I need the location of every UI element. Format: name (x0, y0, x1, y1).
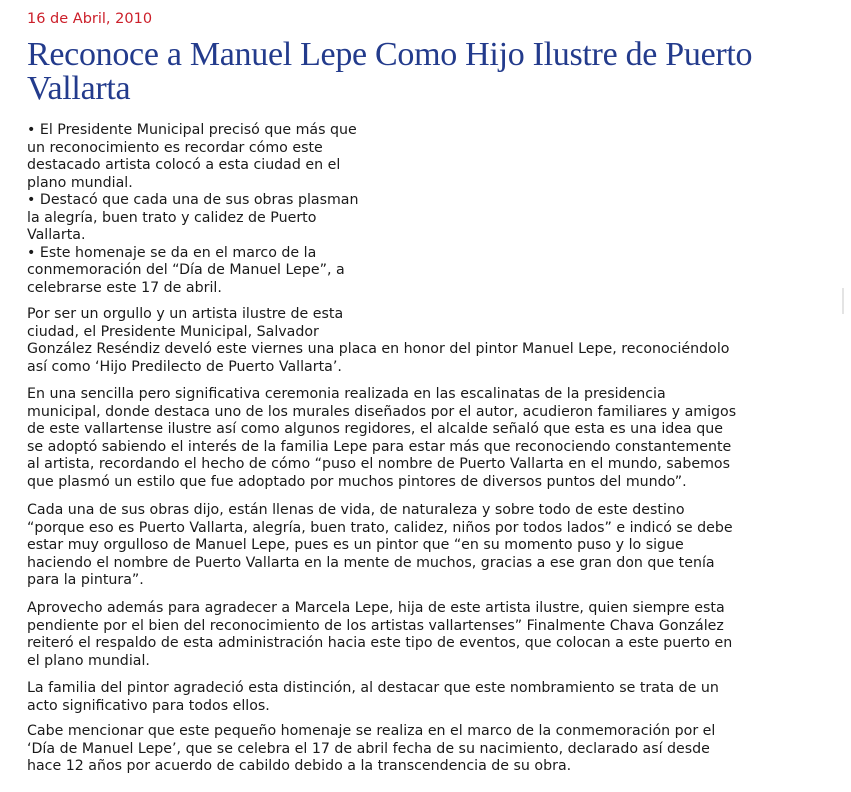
summary-bullets (27, 122, 417, 297)
body-paragraph: Por ser un orgullo y un artista ilustre de esta ciudad, el Presidente Municipal, Salvador González Reséndiz develó este viernes una placa en honor del pintor Manuel Lepe, reconociéndolo así como ‘Hijo Predilecto de Puerto Vallarta’. (27, 306, 730, 375)
body-paragraph: En una sencilla pero significativa ceremonia realizada en las escalinatas de la presidencia municipal, donde destaca uno de los murales diseñados por el autor, acudieron familiares y amigos de este vallartense ilustre así como algunos regidores, el alcalde señaló que esta es una idea que se adoptó sabiendo el interés de la familia Lepe para estar más que reconociendo constantemente al artista, recordando el hecho de cómo “puso el nombre de Puerto Vallarta en el mundo, sabemos que plasmó un estilo que fue adoptado por muchos pintores de diversos puntos del mundo”. (27, 386, 737, 490)
bullet-icon: • (27, 122, 36, 138)
summary-text: Destacó que cada una de sus obras plasman la alegría, buen trato y calidez de Puerto Vallarta. (27, 192, 359, 243)
summary-text: El Presidente Municipal precisó que más que un reconocimiento es recordar cómo este destacado artista colocó a esta ciudad en el plano mundial. (27, 122, 357, 191)
summary-item (27, 122, 417, 192)
summary-item (27, 245, 417, 298)
body-paragraph: Aprovecho además para agradecer a Marcela Lepe, hija de este artista ilustre, quien siempre esta pendiente por el bien del reconocimiento de los artistas vallartenses” Finalmente Chava González reiteró el respaldo de esta administración hacia este tipo de eventos, que colocan a este puerto en el plano mundial. (27, 600, 733, 669)
scroll-edge-marker (842, 288, 844, 314)
bullet-icon: • (27, 244, 36, 261)
article-date: 16 de Abril, 2010 (27, 11, 153, 27)
summary-text: Este homenaje se da en el marco de la conmemoración del “Día de Manuel Lepe”, a celebrarse este 17 de abril. (27, 244, 345, 296)
article-title: Reconoce a Manuel Lepe Como Hijo Ilustre de Puerto Vallarta (27, 36, 753, 107)
bullet-icon: • (27, 192, 36, 208)
summary-item (27, 192, 417, 245)
body-paragraph: La familia del pintor agradeció esta distinción, al destacar que este nombramiento se trata de un acto significativo para todos ellos. (27, 680, 719, 714)
body-paragraph: Cada una de sus obras dijo, están llenas de vida, de naturaleza y sobre todo de este destino “porque eso es Puerto Vallarta, alegría, buen trato, calidez, niños por todos lados” e indicó se debe estar muy orgulloso de Manuel Lepe, pues es un pintor que “en su momento puso y lo sigue haciendo el nombre de Puerto Vallarta en la mente de muchos, gracias a ese gran don que tenía para la pintura”. (27, 502, 733, 588)
body-paragraph: Cabe mencionar que este pequeño homenaje se realiza en el marco de la conmemoración por el ‘Día de Manuel Lepe’, que se celebra el 17 de abril fecha de su nacimiento, declarado así desde hace 12 años por acuerdo de cabildo debido a la transcendencia de su obra. (27, 723, 716, 774)
